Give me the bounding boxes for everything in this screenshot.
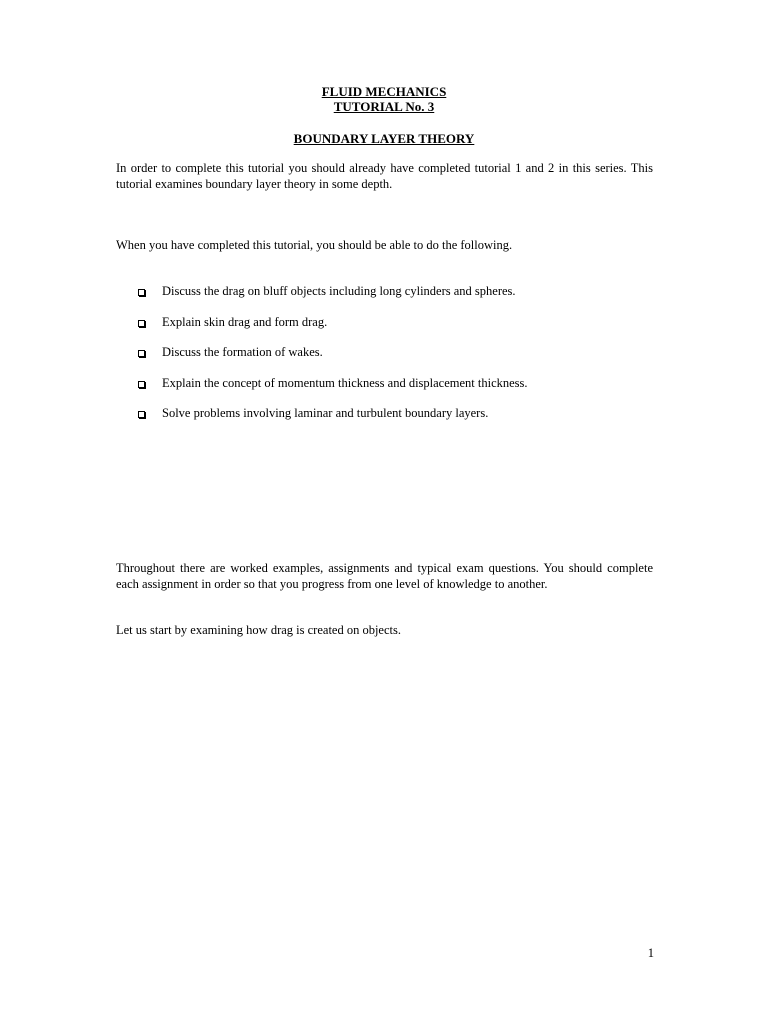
throughout-paragraph: Throughout there are worked examples, assignments and typical exam questions. You should complete each assignment in order so that you progress from one level of knowledge to another. [116,561,653,591]
intro-paragraph: In order to complete this tutorial you should already have completed tutorial 1 and 2 in this series. This tutorial examines boundary layer theory in some depth. [116,161,653,191]
list-item [138,345,658,376]
subject-title: FLUID MECHANICS [321,84,447,99]
list-item [138,315,658,346]
page-number: 1 [647,946,654,960]
objective-text: Solve problems involving laminar and turbulent boundary layers. [162,406,489,420]
objectives-list [138,284,658,437]
square-bullet-icon [138,320,145,327]
list-item [138,406,658,437]
start-paragraph: Let us start by examining how drag is created on objects. [116,623,401,637]
square-bullet-icon [138,289,145,296]
objective-text: Discuss the drag on bluff objects including long cylinders and spheres. [162,284,516,298]
topic-title: BOUNDARY LAYER THEORY [293,131,475,146]
square-bullet-icon [138,350,145,357]
list-item [138,376,658,407]
list-item [138,284,658,315]
objective-text: Discuss the formation of wakes. [162,345,323,359]
tutorial-title: TUTORIAL No. 3 [333,99,435,114]
square-bullet-icon [138,381,145,388]
objective-text: Explain skin drag and form drag. [162,314,328,329]
square-bullet-icon [138,411,145,418]
objectives-lead-paragraph: When you have completed this tutorial, you should be able to do the following. [116,238,513,252]
objective-text: Explain the concept of momentum thickness and displacement thickness. [162,375,528,390]
